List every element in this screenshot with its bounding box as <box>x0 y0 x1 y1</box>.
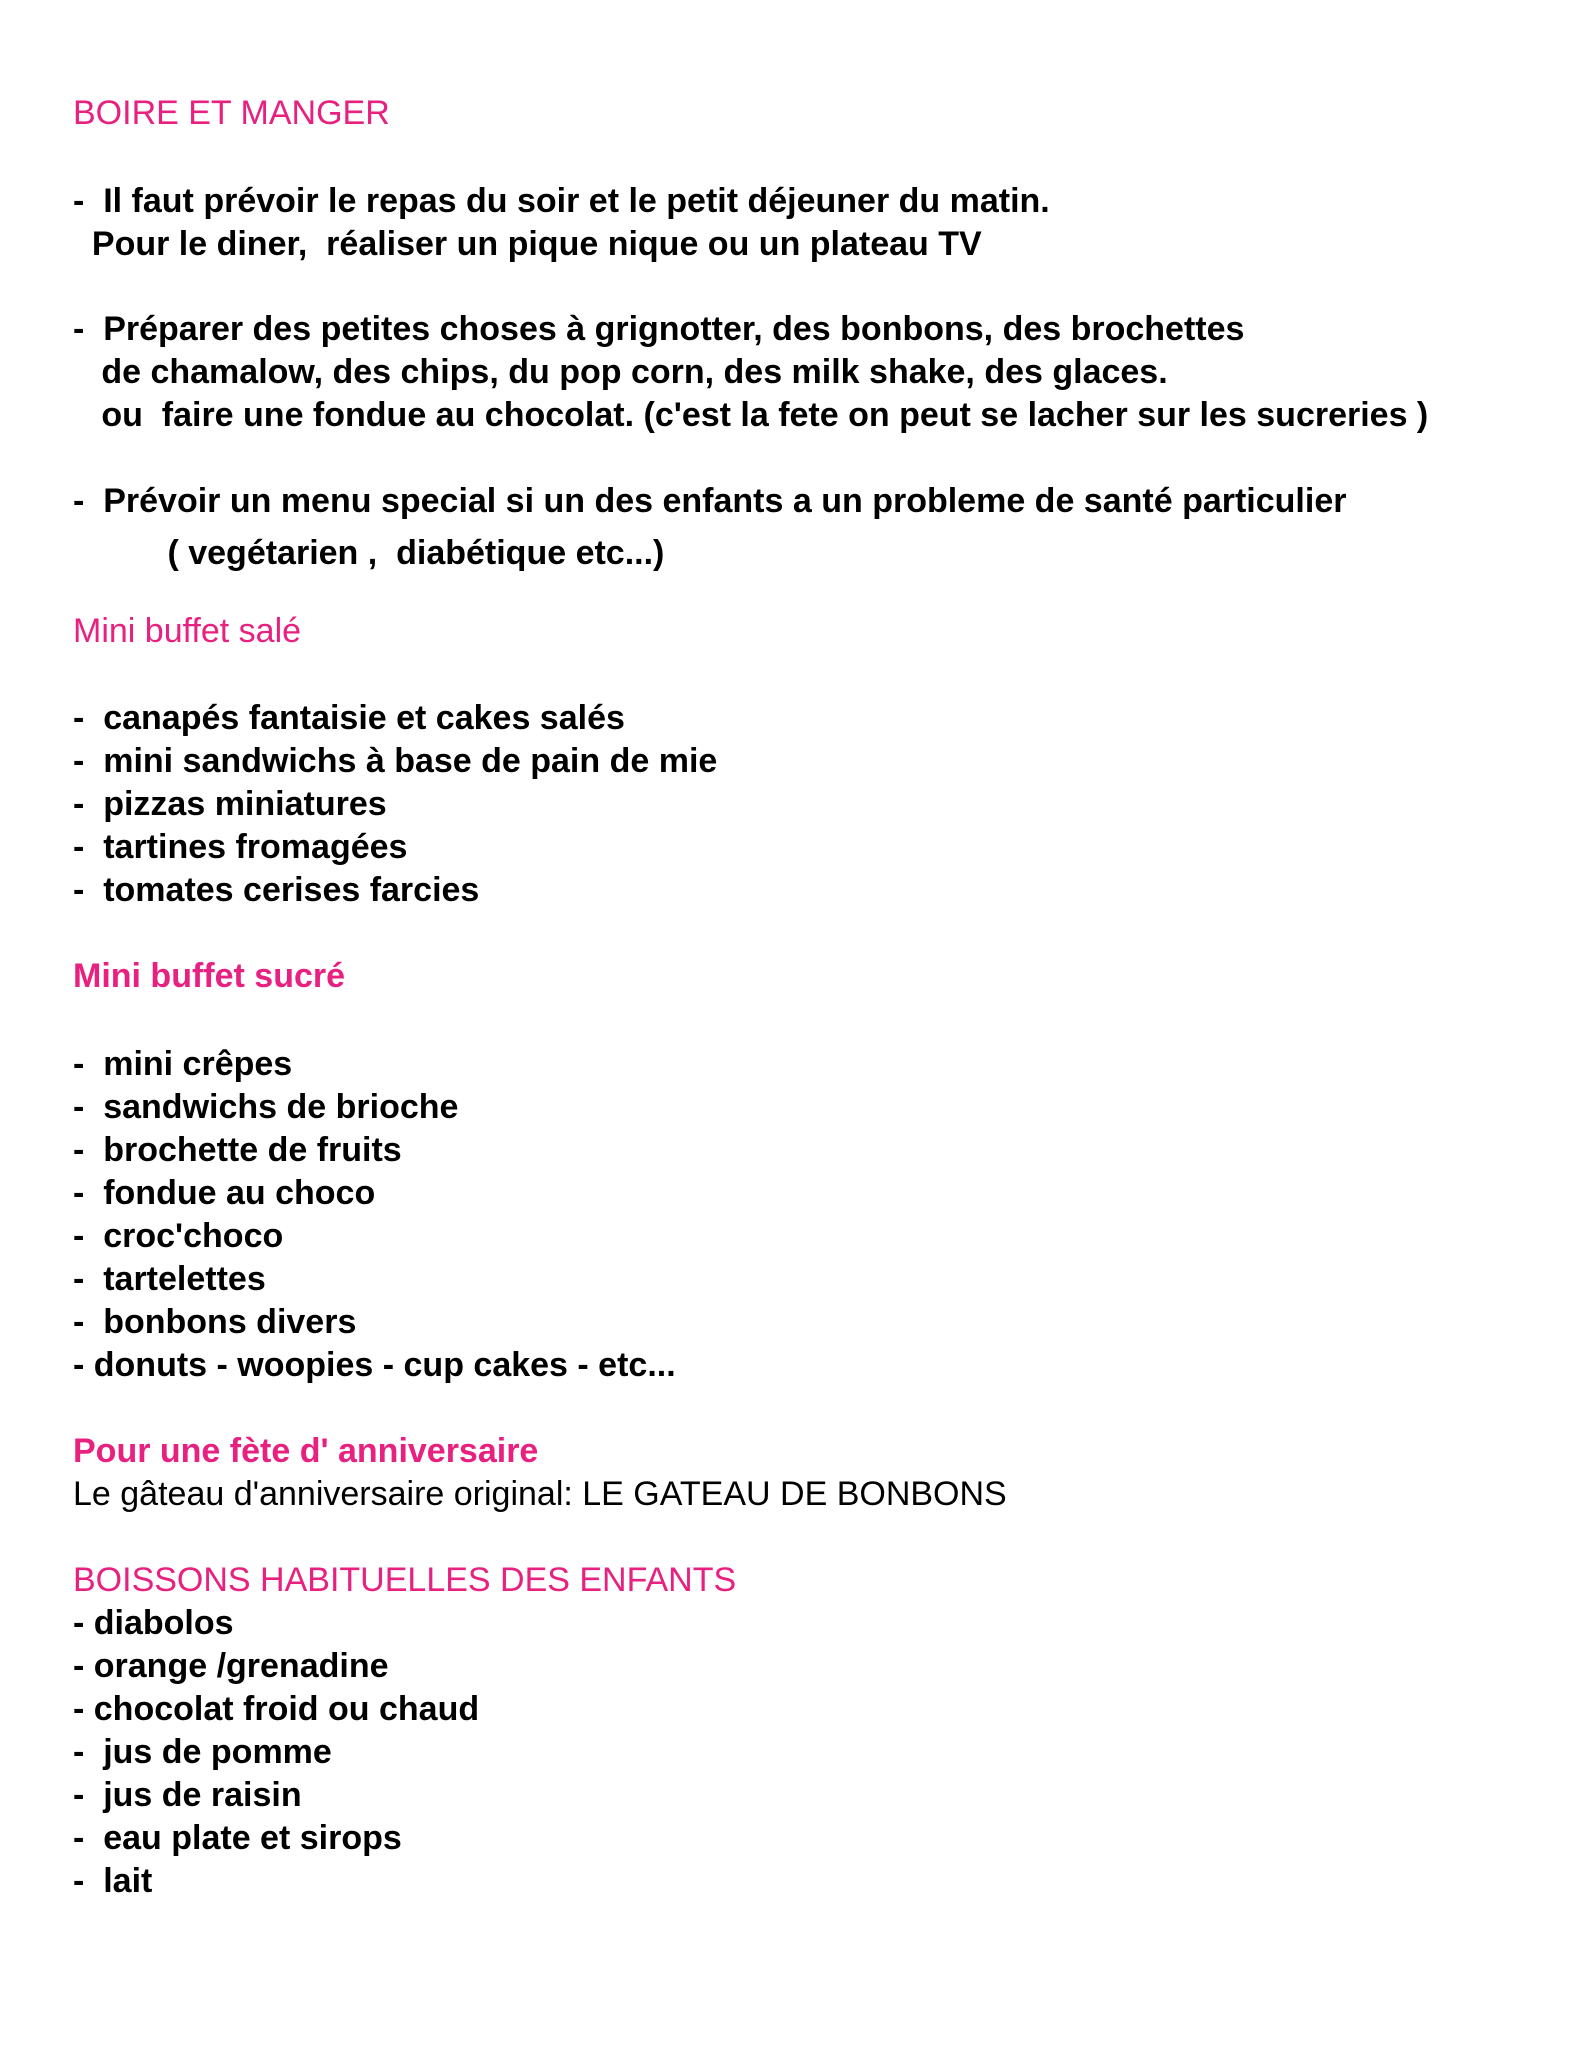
list-item: - sandwichs de brioche <box>73 1088 459 1126</box>
heading-boire-et-manger: BOIRE ET MANGER <box>73 94 390 132</box>
list-item: - donuts - woopies - cup cakes - etc... <box>73 1346 676 1384</box>
paragraph-line: de chamalow, des chips, du pop corn, des milk shake, des glaces. <box>73 353 1168 391</box>
heading-anniversaire: Pour une fète d' anniversaire <box>73 1432 539 1470</box>
list-item: - pizzas miniatures <box>73 785 387 823</box>
paragraph-line: Pour le diner, réaliser un pique nique ou un plateau TV <box>73 225 982 263</box>
heading-boissons: BOISSONS HABITUELLES DES ENFANTS <box>73 1561 737 1599</box>
anniversaire-text: Le gâteau d'anniversaire original: LE GATEAU DE BONBONS <box>73 1475 1007 1513</box>
list-item: - eau plate et sirops <box>73 1819 402 1857</box>
paragraph-line: ou faire une fondue au chocolat. (c'est la fete on peut se lacher sur les sucreries ) <box>73 396 1429 434</box>
list-item: - mini sandwichs à base de pain de mie <box>73 742 718 780</box>
heading-mini-buffet-sucre: Mini buffet sucré <box>73 957 346 995</box>
list-item: - brochette de fruits <box>73 1131 402 1169</box>
paragraph-line: - Préparer des petites choses à grignotter, des bonbons, des brochettes <box>73 310 1245 348</box>
list-item: - jus de pomme <box>73 1733 332 1771</box>
list-item: - jus de raisin <box>73 1776 302 1814</box>
list-item: - canapés fantaisie et cakes salés <box>73 699 625 737</box>
list-item: - bonbons divers <box>73 1303 357 1341</box>
list-item: - diabolos <box>73 1604 234 1642</box>
list-item: - croc'choco <box>73 1217 284 1255</box>
list-item: - orange /grenadine <box>73 1647 389 1685</box>
list-item: - lait <box>73 1862 153 1900</box>
list-item: - chocolat froid ou chaud <box>73 1690 480 1728</box>
paragraph-line: - Il faut prévoir le repas du soir et le petit déjeuner du matin. <box>73 182 1050 220</box>
list-item: - mini crêpes <box>73 1045 293 1083</box>
heading-mini-buffet-sale: Mini buffet salé <box>73 612 302 650</box>
paragraph-line: ( vegétarien , diabétique etc...) <box>73 534 665 572</box>
list-item: - tomates cerises farcies <box>73 871 480 909</box>
list-item: - tartelettes <box>73 1260 266 1298</box>
list-item: - fondue au choco <box>73 1174 376 1212</box>
list-item: - tartines fromagées <box>73 828 408 866</box>
paragraph-line: - Prévoir un menu special si un des enfants a un probleme de santé particulier <box>73 482 1347 520</box>
